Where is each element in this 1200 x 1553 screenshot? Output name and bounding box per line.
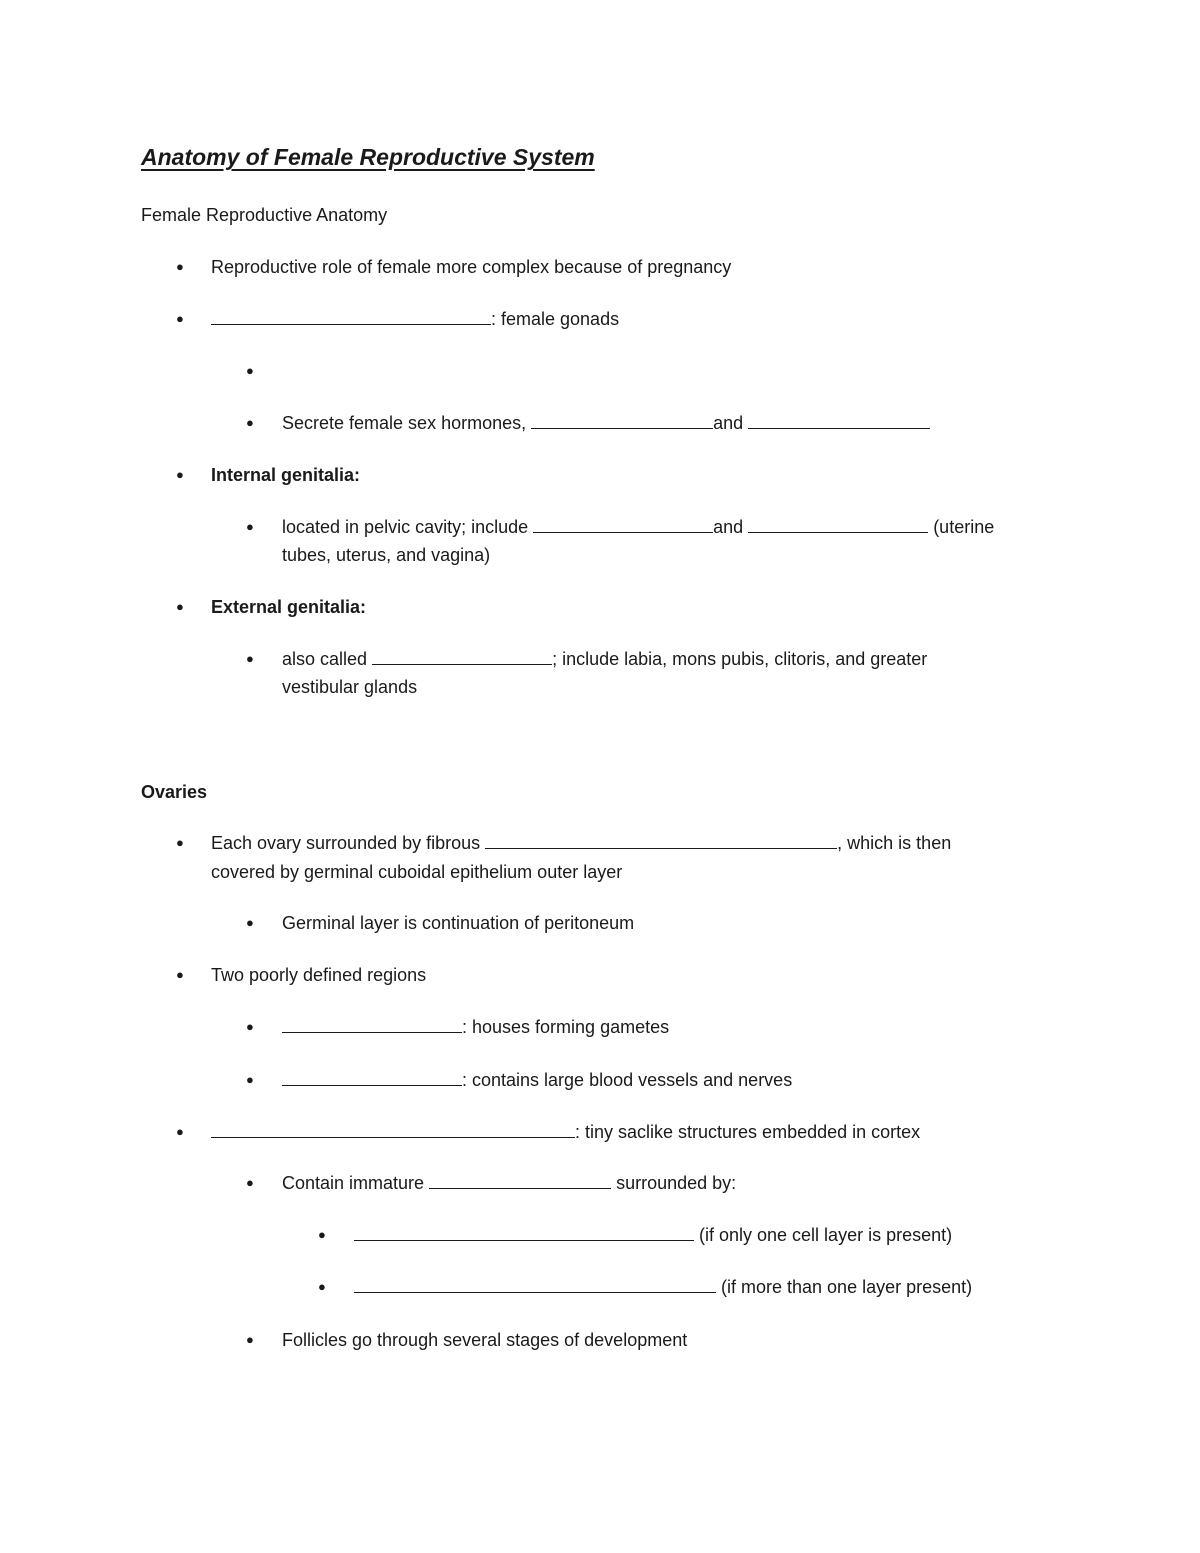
list-item: Two poorly defined regions xyxy=(211,965,427,985)
bullet-icon: ● xyxy=(176,599,184,614)
fill-blank[interactable] xyxy=(485,829,837,849)
list-item-text: Contain immature xyxy=(282,1173,430,1193)
bullet-icon: ● xyxy=(246,1019,254,1034)
section-heading-female-anatomy: Female Reproductive Anatomy xyxy=(141,205,388,225)
list-item-text: also called xyxy=(282,649,373,669)
list-item: Germinal layer is continuation of peritoneum xyxy=(282,913,635,933)
bullet-icon: ● xyxy=(246,1175,254,1190)
list-item-continuation: covered by germinal cuboidal epithelium outer layer xyxy=(211,862,623,882)
list-item xyxy=(211,829,951,857)
list-item: Reproductive role of female more complex because of pregnancy xyxy=(211,257,732,277)
bullet-icon: ● xyxy=(318,1279,326,1294)
fill-blank[interactable] xyxy=(372,645,552,665)
bullet-icon: ● xyxy=(246,519,254,534)
list-item xyxy=(282,645,927,673)
list-item xyxy=(282,409,930,437)
fill-blank[interactable] xyxy=(211,1118,575,1138)
list-item-text: located in pelvic cavity; include xyxy=(282,517,534,537)
bullet-icon: ● xyxy=(246,1072,254,1087)
fill-blank[interactable] xyxy=(354,1221,694,1241)
list-item-text: (if more than one layer present) xyxy=(716,1277,973,1297)
list-item-continuation: vestibular glands xyxy=(282,677,418,697)
list-item-text: : tiny saclike structures embedded in cortex xyxy=(575,1122,921,1142)
list-item-text: and xyxy=(713,413,749,433)
fill-blank[interactable] xyxy=(531,409,713,429)
bullet-icon: ● xyxy=(246,1332,254,1347)
fill-blank[interactable] xyxy=(282,1066,462,1086)
list-item-text: surrounded by: xyxy=(611,1173,737,1193)
list-item-text: : houses forming gametes xyxy=(462,1017,670,1037)
bullet-icon: ● xyxy=(318,1227,326,1242)
list-item-text: : female gonads xyxy=(491,309,620,329)
fill-blank[interactable] xyxy=(748,409,930,429)
list-item-text: Each ovary surrounded by fibrous xyxy=(211,833,486,853)
list-item: Follicles go through several stages of development xyxy=(282,1330,688,1350)
list-item-heading: External genitalia: xyxy=(211,597,367,617)
list-item-text: (uterine xyxy=(928,517,995,537)
list-item xyxy=(354,1221,952,1249)
list-item xyxy=(282,1066,792,1094)
list-item-text: ; include labia, mons pubis, clitoris, and greater xyxy=(552,649,928,669)
list-item-text: : contains large blood vessels and nerves xyxy=(462,1070,793,1090)
bullet-icon: ● xyxy=(246,915,254,930)
bullet-icon: ● xyxy=(176,259,184,274)
list-item xyxy=(211,1118,920,1146)
fill-blank[interactable] xyxy=(429,1169,611,1189)
fill-blank[interactable] xyxy=(282,1013,462,1033)
page-title: Anatomy of Female Reproductive System xyxy=(141,144,595,170)
bullet-icon: ● xyxy=(176,311,184,326)
bullet-icon: ● xyxy=(176,1124,184,1139)
fill-blank[interactable] xyxy=(354,1273,716,1293)
list-item xyxy=(354,1273,972,1301)
list-item-text: , which is then xyxy=(837,833,952,853)
bullet-icon: ● xyxy=(246,651,254,666)
bullet-icon: ● xyxy=(246,363,254,378)
fill-blank[interactable] xyxy=(211,305,491,325)
list-item-text: Secrete female sex hormones, xyxy=(282,413,532,433)
section-heading-ovaries: Ovaries xyxy=(141,782,208,802)
list-item xyxy=(282,513,994,541)
list-item xyxy=(282,1169,736,1197)
bullet-icon: ● xyxy=(176,967,184,982)
bullet-icon: ● xyxy=(176,467,184,482)
list-item-text: (if only one cell layer is present) xyxy=(694,1225,953,1245)
list-item-text: and xyxy=(713,517,749,537)
list-item-heading: Internal genitalia: xyxy=(211,465,361,485)
bullet-icon: ● xyxy=(246,415,254,430)
list-item xyxy=(211,305,619,333)
list-item xyxy=(282,1013,669,1041)
bullet-icon: ● xyxy=(176,835,184,850)
list-item-continuation: tubes, uterus, and vagina) xyxy=(282,545,491,565)
fill-blank[interactable] xyxy=(748,513,928,533)
fill-blank[interactable] xyxy=(533,513,713,533)
